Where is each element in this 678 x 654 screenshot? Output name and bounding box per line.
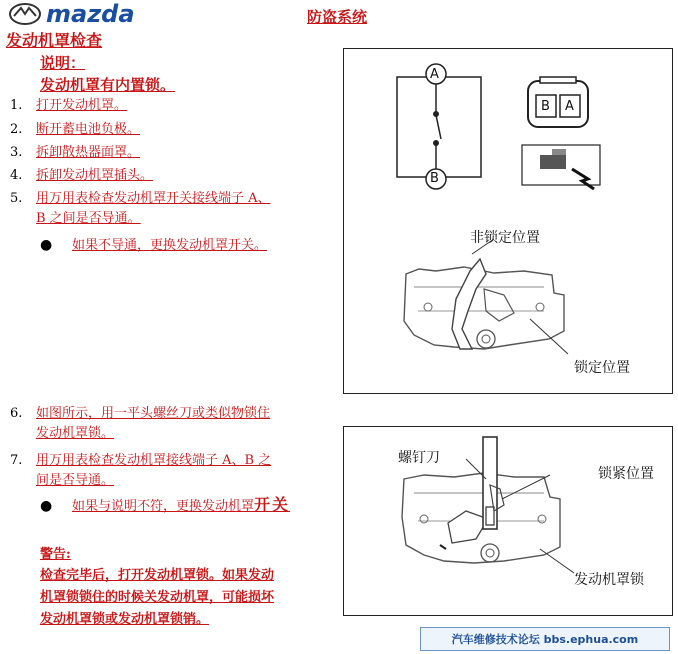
step-6 bbox=[10, 404, 270, 444]
brand-logo-text: mazda bbox=[46, 0, 135, 28]
figure-screwdriver-diagram bbox=[343, 426, 673, 616]
step-1 bbox=[10, 96, 127, 116]
step-7 bbox=[10, 451, 271, 491]
note-text: 发动机罩有内置锁。 bbox=[40, 76, 176, 94]
step-text: 如图所示，用一平头螺丝刀或类似物锁住 bbox=[36, 406, 271, 421]
step-text: B 之间是否导通。 bbox=[36, 211, 141, 226]
step-2 bbox=[10, 120, 140, 140]
section-title: 发动机罩检查 bbox=[6, 31, 103, 50]
bullet-1 bbox=[40, 235, 267, 256]
locked-tight-position-label: 锁紧位置 bbox=[598, 466, 654, 482]
step-text: 断开蓄电池负极。 bbox=[36, 122, 141, 137]
step-number: 7. bbox=[10, 453, 23, 468]
unlocked-position-label: 非锁定位置 bbox=[470, 230, 540, 246]
step-5 bbox=[10, 189, 271, 229]
warning-line-2: 机罩锁锁住的时候关发动机罩，可能损坏 bbox=[40, 590, 275, 605]
step-text: 间是否导通。 bbox=[36, 473, 115, 488]
figure-switch-diagram bbox=[343, 48, 673, 394]
connector-pin-b: B bbox=[541, 99, 550, 114]
bullet-2 bbox=[40, 495, 290, 517]
step-number: 1. bbox=[10, 98, 23, 113]
step-text: 拆卸散热器面罩。 bbox=[36, 145, 141, 160]
step-text: 打开发动机罩。 bbox=[36, 98, 128, 113]
terminal-b-label: B bbox=[430, 171, 439, 186]
bullet-text: 如果与说明不符，更换发动机罩 bbox=[72, 499, 255, 514]
terminal-a-label: A bbox=[430, 67, 439, 82]
bullet-text: 如果不导通，更换发动机罩开关。 bbox=[72, 238, 268, 253]
locked-position-label: 锁定位置 bbox=[574, 360, 630, 376]
step-4 bbox=[10, 166, 153, 186]
hood-lock-label: 发动机罩锁 bbox=[574, 572, 644, 588]
warning-line-3: 发动机罩锁或发动机罩锁销。 bbox=[40, 612, 210, 627]
step-number: 6. bbox=[10, 406, 23, 421]
connector-pin-a: A bbox=[565, 99, 574, 114]
bullet-text-large: 开关 bbox=[254, 495, 291, 514]
forum-watermark: 汽车维修技术论坛 bbs.ephua.com bbox=[420, 627, 670, 651]
warning-line-1: 检查完毕后，打开发动机罩锁。如果发动 bbox=[40, 568, 275, 583]
mazda-wing-logo-icon bbox=[8, 2, 42, 26]
step-number: 2. bbox=[10, 122, 23, 137]
screwdriver-label: 螺钉刀 bbox=[398, 450, 440, 466]
step-number: 5. bbox=[10, 191, 23, 206]
bullet-icon: ● bbox=[40, 498, 53, 514]
bullet-icon: ● bbox=[40, 237, 53, 253]
switch-diagram-graphic bbox=[344, 49, 672, 393]
step-text: 用万用表检查发动机罩接线端子 A、B 之 bbox=[36, 453, 272, 468]
step-3 bbox=[10, 143, 140, 163]
mazda-logo bbox=[8, 2, 135, 26]
step-text: 拆卸发动机罩插头。 bbox=[36, 168, 154, 183]
note-label: 说明： bbox=[40, 54, 86, 72]
warning-label: 警告: bbox=[40, 547, 71, 562]
step-text: 用万用表检查发动机罩开关接线端子 A、 bbox=[36, 191, 271, 206]
step-number: 4. bbox=[10, 168, 23, 183]
step-number: 3. bbox=[10, 145, 23, 160]
step-text: 发动机罩锁。 bbox=[36, 426, 115, 441]
page-header-title: 防盗系统 bbox=[307, 8, 368, 26]
